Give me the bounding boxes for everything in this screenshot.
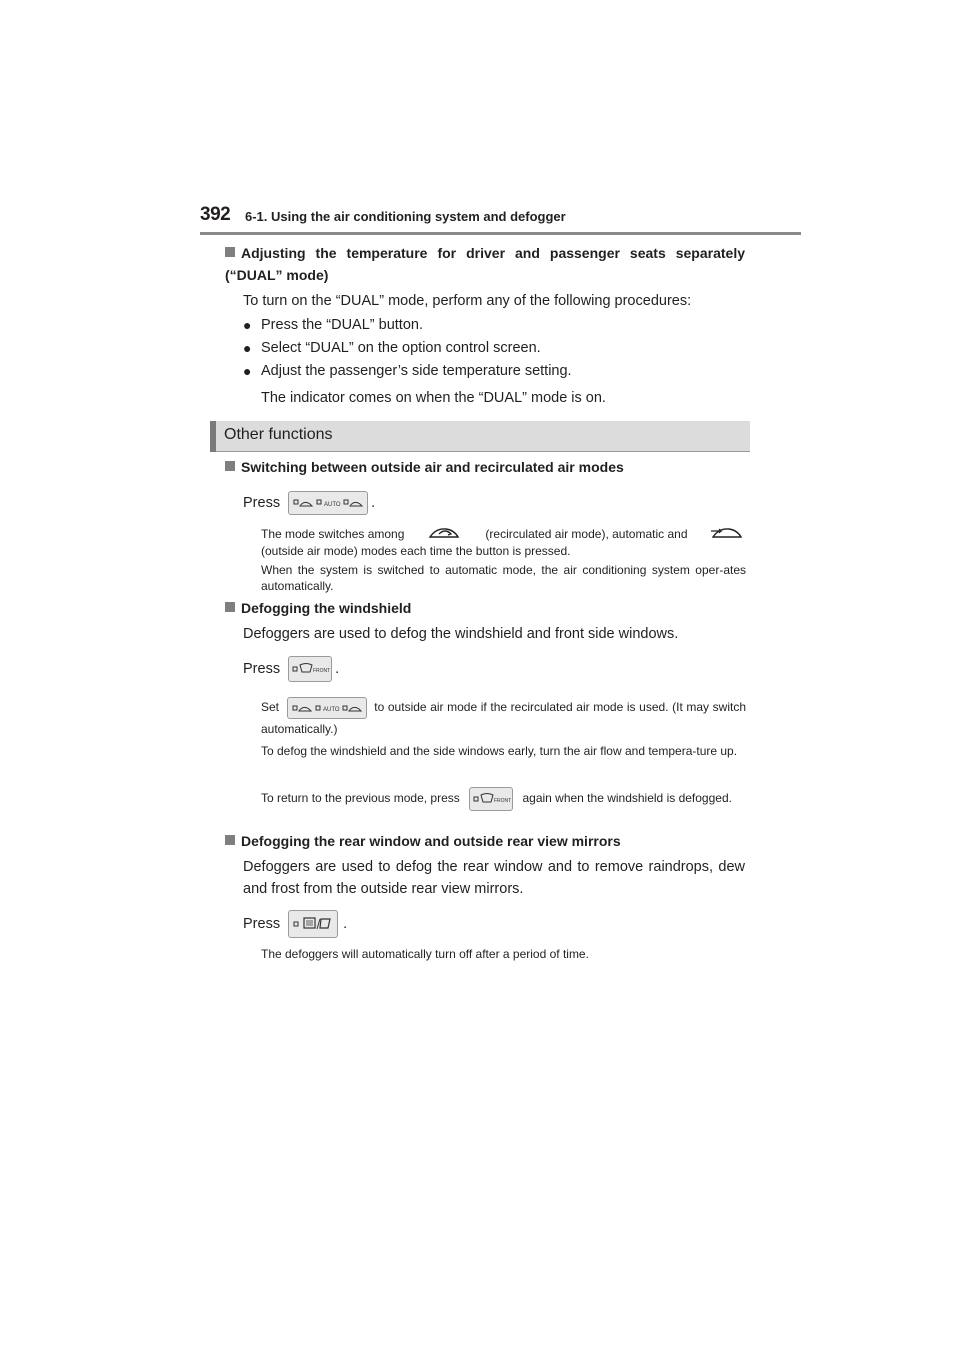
note-text: (recirculated air mode), automatic and — [485, 527, 688, 541]
windshield-note-2: To defog the windshield and the side windows early, turn the air flow and tempera-ture up. — [261, 744, 738, 758]
note-text: again when the windshield is defogged. — [522, 791, 732, 805]
square-bullet-icon — [225, 602, 235, 612]
section-bar-edge — [210, 421, 216, 452]
svg-text:FRONT: FRONT — [494, 797, 512, 804]
note-text: The mode switches among — [261, 527, 405, 541]
note-text: Set — [261, 700, 280, 715]
note-text: to outside air mode if the recirculated air mode is used. (It may switch automatically.) — [261, 700, 747, 736]
period-text: . — [343, 916, 348, 932]
windshield-note-3 — [261, 786, 746, 811]
rear-defogger-button[interactable] — [288, 910, 338, 938]
air-intake-button-icon — [289, 492, 367, 514]
rear-title: Defogging the rear window and outside rear view mirrors — [241, 833, 621, 849]
bullet-text: Press the “DUAL” button. — [261, 317, 423, 333]
windshield-note-1 — [261, 697, 746, 739]
dual-title: Adjusting the temperature for driver and passenger seats separately (“DUAL” mode) — [225, 245, 745, 283]
press-text: Press — [243, 495, 281, 511]
svg-text:AUTO: AUTO — [324, 502, 341, 509]
bullet-dot-icon: ● — [243, 317, 252, 333]
dual-intro: To turn on the “DUAL” mode, perform any of the following procedures: — [243, 293, 692, 309]
rear-press-line — [243, 910, 443, 938]
bullet-text: Adjust the passenger’s side temperature setting. — [261, 363, 572, 379]
section-bar-other-functions — [210, 421, 750, 452]
note-text: (outside air mode) modes each time the button is pressed. — [261, 544, 571, 558]
section-title: Other functions — [224, 426, 333, 443]
switching-heading — [225, 456, 745, 478]
press-text: Press — [243, 916, 281, 932]
rear-body: Defoggers are used to defog the rear window and to remove raindrops, dew and frost from the outside rear view mirrors. — [243, 859, 745, 897]
period-text: . — [371, 495, 376, 511]
header-rule — [200, 232, 801, 235]
switching-note-2: When the system is switched to automatic mode, the air conditioning system oper-ates automatically. — [261, 563, 746, 593]
square-bullet-icon — [225, 835, 235, 845]
front-defogger-icon — [289, 657, 331, 681]
switching-note-1 — [261, 525, 746, 559]
recirculated-air-icon — [427, 525, 463, 543]
windshield-heading — [225, 597, 745, 619]
square-bullet-icon — [225, 461, 235, 471]
air-intake-button[interactable] — [288, 491, 368, 515]
air-intake-button-inline — [287, 697, 367, 719]
section-header: 6-1. Using the air conditioning system and defogger — [245, 209, 566, 224]
bullet-dot-icon: ● — [243, 340, 252, 356]
svg-text:FRONT: FRONT — [313, 668, 331, 675]
dual-heading — [225, 242, 745, 286]
front-defogger-button[interactable] — [288, 656, 332, 682]
windshield-title: Defogging the windshield — [241, 600, 412, 616]
bullet-text: Select “DUAL” on the option control screen. — [261, 340, 541, 356]
dual-bullet-3 — [243, 360, 741, 382]
switching-title: Switching between outside air and recirculated air modes — [241, 459, 624, 475]
rear-defogger-icon — [289, 911, 337, 937]
air-intake-button-icon — [288, 698, 366, 718]
dual-indicator-note: The indicator comes on when the “DUAL” mode is on. — [261, 390, 606, 406]
svg-text:AUTO: AUTO — [322, 707, 340, 713]
page-number: 392 — [200, 204, 231, 225]
period-text: . — [335, 661, 340, 677]
dual-bullet-2 — [243, 337, 741, 359]
square-bullet-icon — [225, 247, 235, 257]
note-text: To return to the previous mode, press — [261, 791, 460, 805]
outside-air-icon — [710, 525, 746, 543]
rear-note: The defoggers will automatically turn off after a period of time. — [261, 947, 589, 961]
front-defogger-button-inline — [469, 787, 513, 811]
rear-heading — [225, 830, 745, 852]
front-defogger-icon — [470, 788, 512, 810]
switching-press-line — [243, 490, 443, 516]
windshield-press-line — [243, 656, 443, 682]
bullet-dot-icon: ● — [243, 363, 252, 379]
windshield-body: Defoggers are used to defog the windshield and front side windows. — [243, 626, 679, 642]
dual-bullet-1 — [243, 314, 741, 336]
press-text: Press — [243, 661, 281, 677]
